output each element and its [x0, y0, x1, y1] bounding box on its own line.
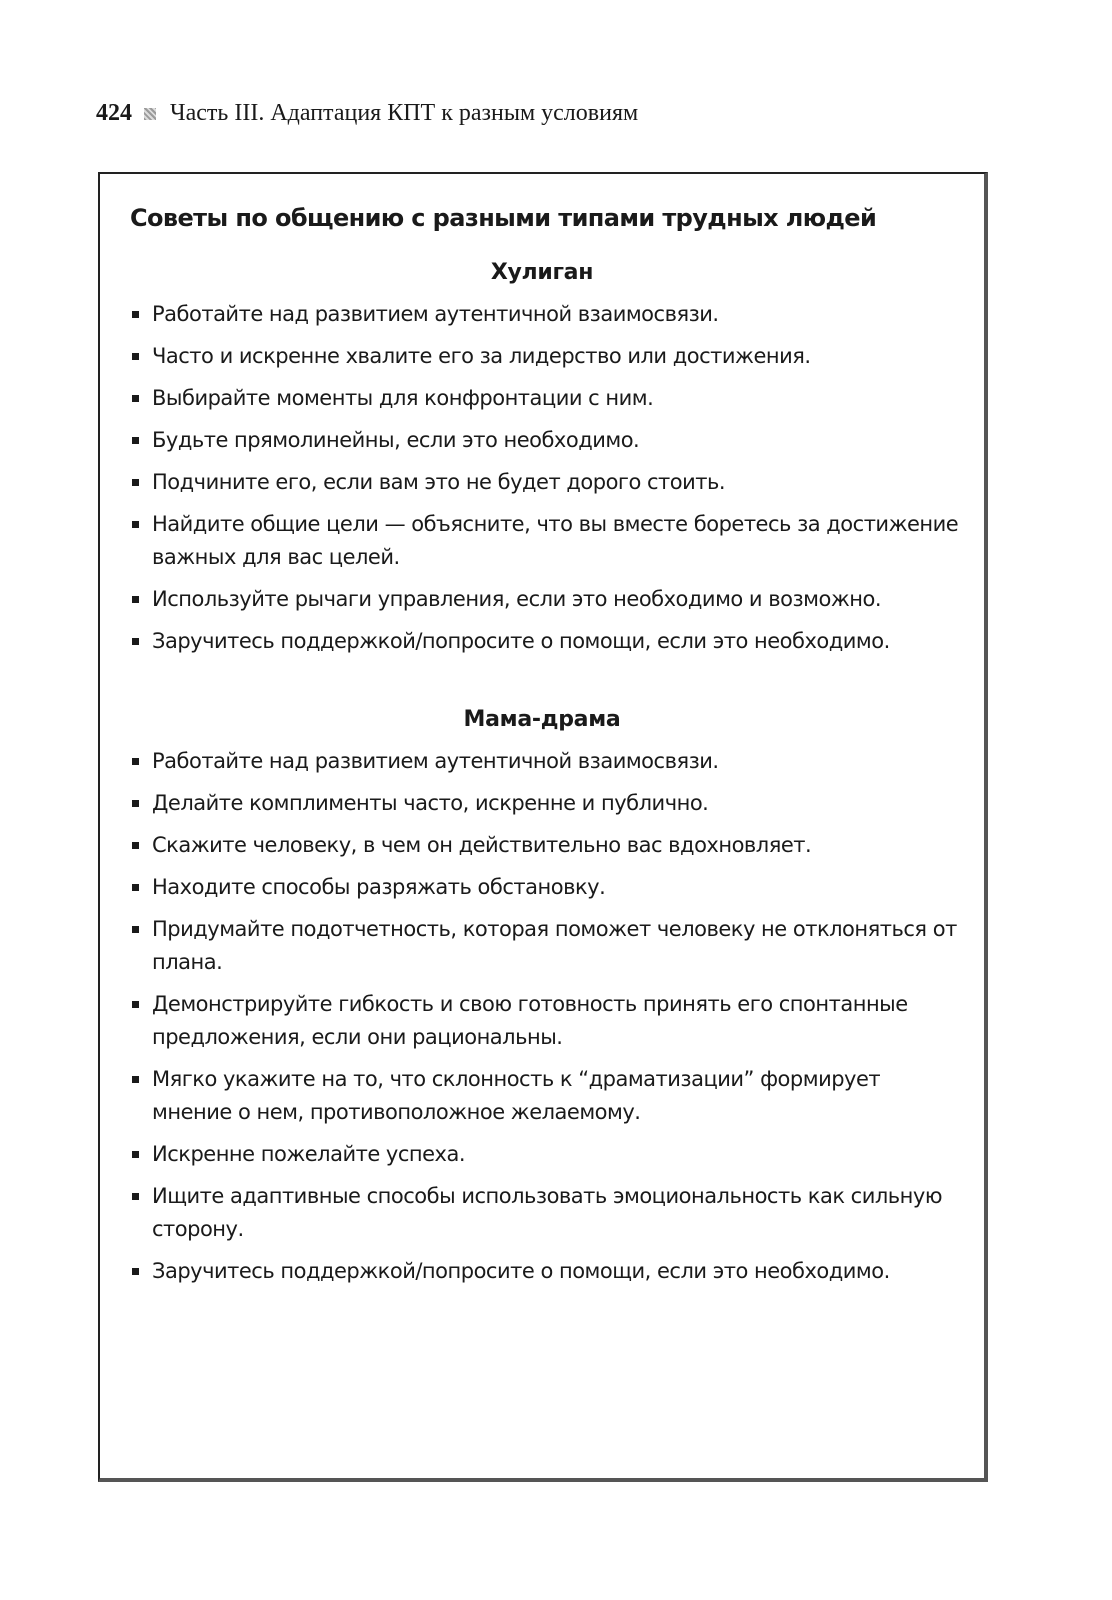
list-item: Часто и искренне хвалите его за лидерство или достижения.: [130, 340, 960, 373]
section-title-bully: Хулиган: [490, 260, 594, 285]
list-item: Заручитесь поддержкой/попросите о помощи, если это необходимо.: [130, 1255, 960, 1288]
list-item: Подчините его, если вам это не будет дорого стоить.: [130, 466, 960, 499]
bully-tips-list: [130, 298, 960, 667]
page-number: 424: [96, 100, 132, 126]
drama-mama-tips-list: [130, 745, 960, 1297]
box-title: Советы по общению с разными типами трудных людей: [130, 204, 877, 232]
list-item: Находите способы разряжать обстановку.: [130, 871, 960, 904]
list-item: Демонстрируйте гибкость и свою готовность принять его спонтанные предложения, если они рациональны.: [130, 988, 960, 1054]
list-item: Делайте комплименты часто, искренне и публично.: [130, 787, 960, 820]
list-item: Искренне пожелайте успеха.: [130, 1138, 960, 1171]
tips-box: [98, 172, 988, 1482]
list-item: Мягко укажите на то, что склонность к “драматизации” формирует мнение о нем, противоположное желаемому.: [130, 1063, 960, 1129]
list-item: Работайте над развитием аутентичной взаимосвязи.: [130, 298, 960, 331]
section-title-drama-mama: Мама-драма: [463, 707, 621, 732]
list-item: Придумайте подотчетность, которая поможет человеку не отклоняться от плана.: [130, 913, 960, 979]
list-item: Найдите общие цели — объясните, что вы вместе боретесь за достижение важных для вас целей.: [130, 508, 960, 574]
list-item: Работайте над развитием аутентичной взаимосвязи.: [130, 745, 960, 778]
list-item: Будьте прямолинейны, если это необходимо.: [130, 424, 960, 457]
list-item: Скажите человеку, в чем он действительно вас вдохновляет.: [130, 829, 960, 862]
list-item: Выбирайте моменты для конфронтации с ним.: [130, 382, 960, 415]
list-item: Используйте рычаги управления, если это необходимо и возможно.: [130, 583, 960, 616]
list-item: Заручитесь поддержкой/попросите о помощи, если это необходимо.: [130, 625, 960, 658]
list-item: Ищите адаптивные способы использовать эмоциональность как сильную сторону.: [130, 1180, 960, 1246]
separator-square-icon: [144, 108, 156, 120]
running-head: [96, 100, 638, 127]
running-head-text: Часть III. Адаптация КПТ к разным условиям: [170, 100, 639, 126]
